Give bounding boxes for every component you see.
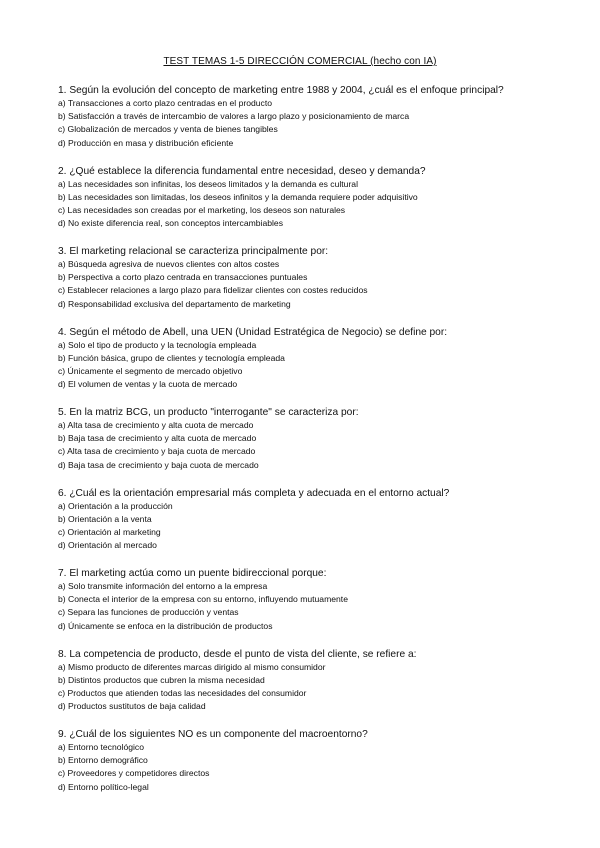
answer-option: d) Únicamente se enfoca en la distribución de productos — [58, 620, 273, 631]
answer-option: a) Mismo producto de diferentes marcas dirigido al mismo consumidor — [58, 661, 326, 672]
question-text: 2. ¿Qué establece la diferencia fundamental entre necesidad, deseo y demanda? — [58, 165, 426, 177]
question-block — [58, 84, 578, 165]
answer-option: c) Las necesidades son creadas por el marketing, los deseos son naturales — [58, 204, 346, 215]
answer-option: c) Proveedores y competidores directos — [58, 768, 210, 779]
answer-option: b) Conecta el interior de la empresa con su entorno, influyendo mutuamente — [58, 594, 348, 605]
answer-option: c) Globalización de mercados y venta de bienes tangibles — [58, 124, 278, 135]
question-block — [58, 165, 578, 246]
answer-option: b) Distintos productos que cubren la misma necesidad — [58, 674, 265, 685]
answer-option: c) Únicamente el segmento de mercado objetivo — [58, 365, 243, 376]
question-text: 5. En la matriz BCG, un producto "interrogante" se caracteriza por: — [58, 407, 359, 418]
answer-option: c) Productos que atienden todas las necesidades del consumidor — [58, 687, 307, 698]
answer-option: c) Separa las funciones de producción y ventas — [58, 607, 239, 618]
question-block — [58, 728, 578, 809]
question-text: 8. La competencia de producto, desde el punto de vista del cliente, se refiere a: — [58, 648, 417, 660]
question-text: 3. El marketing relacional se caracteriza principalmente por: — [58, 246, 329, 257]
question-block — [58, 487, 578, 568]
answer-option: d) El volumen de ventas y la cuota de mercado — [58, 379, 238, 390]
answer-option: c) Orientación al marketing — [58, 526, 161, 537]
question-text: 7. El marketing actúa como un puente bidireccional porque: — [58, 568, 327, 579]
document-title: TEST TEMAS 1-5 DIRECCIÓN COMERCIAL (hecho con IA) — [163, 56, 437, 67]
answer-option: b) Perspectiva a corto plazo centrada en transacciones puntuales — [58, 272, 308, 283]
answer-option: c) Alta tasa de crecimiento y baja cuota de mercado — [58, 446, 256, 457]
answer-option: b) Entorno demográfico — [58, 755, 148, 766]
question-block — [58, 567, 578, 648]
question-block — [58, 648, 578, 729]
question-text: 4. Según el método de Abell, una UEN (Unidad Estratégica de Negocio) se define por: — [58, 326, 448, 338]
question-text: 1. Según la evolución del concepto de marketing entre 1988 y 2004, ¿cuál es el enfoque principal? — [58, 85, 504, 96]
question-block — [58, 245, 578, 326]
answer-option: d) No existe diferencia real, son conceptos intercambiables — [58, 218, 283, 229]
answer-option: a) Búsqueda agresiva de nuevos clientes con altos costes — [58, 259, 280, 269]
answer-option: b) Orientación a la venta — [58, 513, 152, 524]
answer-option: a) Transacciones a corto plazo centradas en el producto — [58, 98, 273, 108]
answer-option: c) Establecer relaciones a largo plazo para fidelizar clientes con costes reducidos — [58, 285, 368, 296]
answer-option: b) Baja tasa de crecimiento y alta cuota de mercado — [58, 433, 257, 444]
answer-option: d) Producción en masa y distribución eficiente — [58, 137, 234, 148]
answer-option: b) Satisfacción a través de intercambio de valores a largo plazo y posicionamiento de marca — [58, 111, 410, 122]
question-text: 9. ¿Cuál de los siguientes NO es un componente del macroentorno? — [58, 729, 368, 740]
answer-option: b) Las necesidades son limitadas, los deseos infinitos y la demanda requiere poder adquisitivo — [58, 191, 418, 202]
answer-option: d) Entorno político-legal — [58, 781, 149, 792]
answer-option: a) Solo transmite información del entorno a la empresa — [58, 581, 268, 591]
answer-option: d) Baja tasa de crecimiento y baja cuota de mercado — [58, 459, 259, 470]
question-list — [58, 84, 578, 809]
question-block — [58, 326, 578, 407]
answer-option: a) Las necesidades son infinitas, los deseos limitados y la demanda es cultural — [58, 178, 358, 189]
answer-option: a) Orientación a la producción — [58, 500, 173, 511]
question-text: 6. ¿Cuál es la orientación empresarial más completa y adecuada en el entorno actual? — [58, 487, 450, 499]
answer-option: b) Función básica, grupo de clientes y tecnología empleada — [58, 352, 285, 363]
answer-option: d) Productos sustitutos de baja calidad — [58, 701, 206, 712]
answer-option: d) Orientación al mercado — [58, 540, 157, 551]
question-block — [58, 406, 578, 487]
answer-option: a) Solo el tipo de producto y la tecnología empleada — [58, 339, 257, 350]
answer-option: a) Entorno tecnológico — [58, 742, 144, 752]
answer-option: d) Responsabilidad exclusiva del departamento de marketing — [58, 298, 291, 309]
answer-option: a) Alta tasa de crecimiento y alta cuota de mercado — [58, 420, 254, 430]
